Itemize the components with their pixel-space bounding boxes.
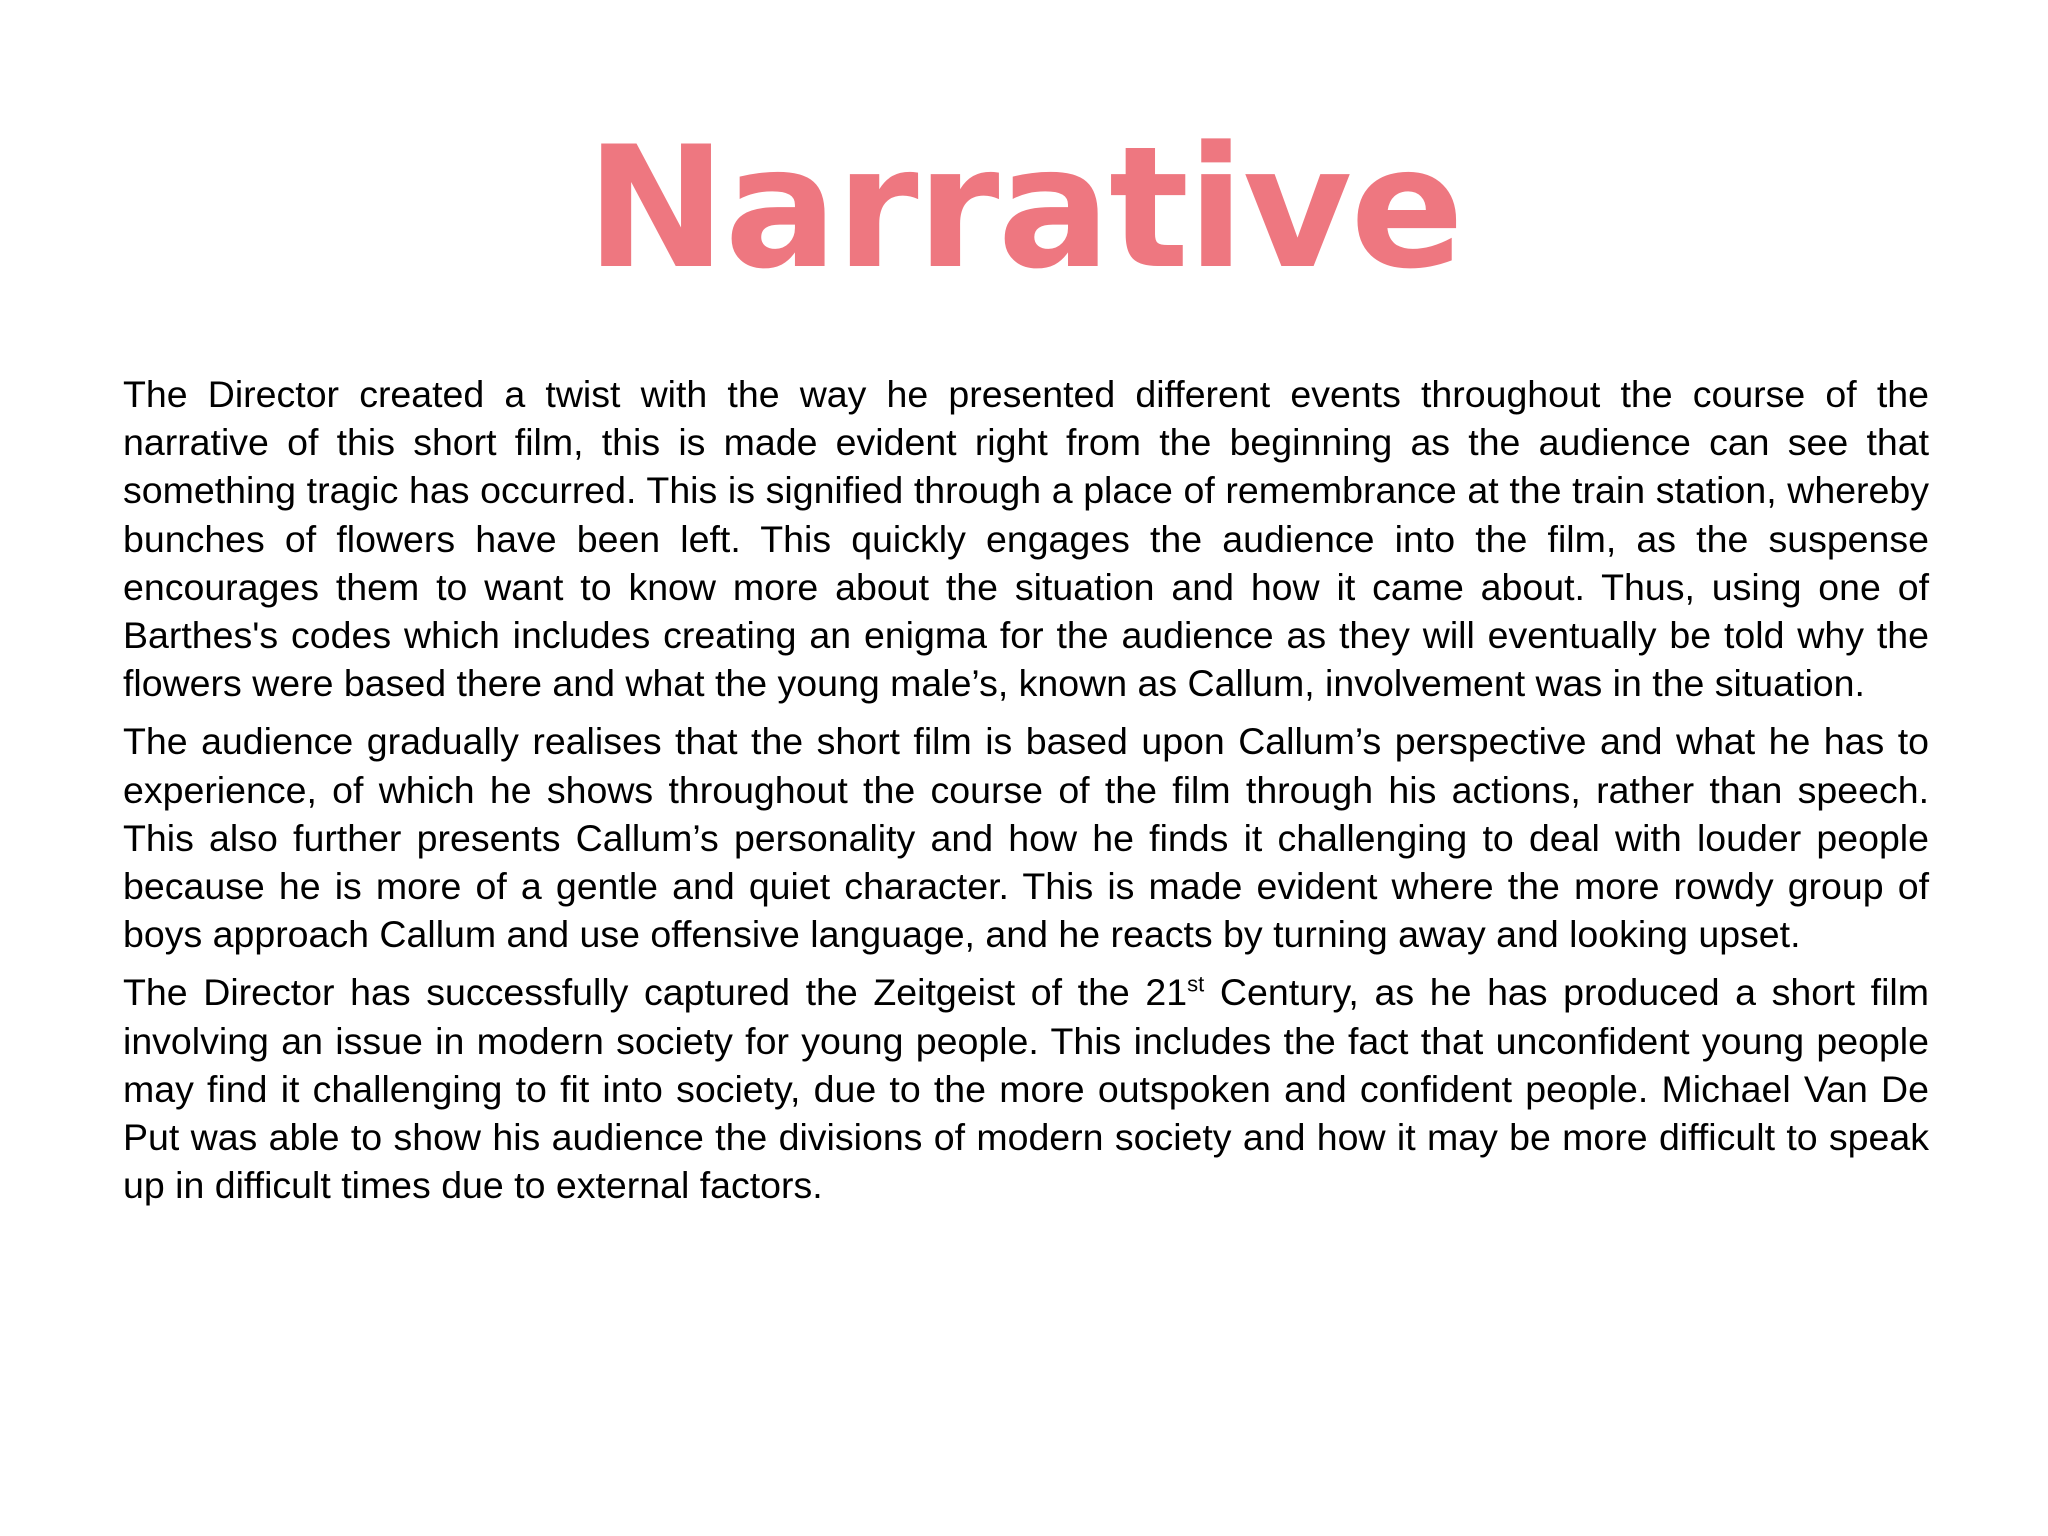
- paragraph-3-start: The Director has successfully captured the Zeitgeist of the 21: [123, 971, 1188, 1014]
- paragraph-3: [123, 968, 1929, 1209]
- slide-title: Narrative: [585, 110, 1463, 306]
- paragraph-3-rest: Century, as he has produced a short film involving an issue in modern society for young people. This includes the fact that unconfident young people may find it challenging to fit into society, due to the more outspoken and confident people. Michael Van De Put was able to show his audience the divisions of modern society and how it may be more difficult to speak up in difficult times due to external factors.: [123, 971, 1929, 1207]
- ordinal-suffix: st: [1187, 971, 1205, 997]
- slide-body: [123, 370, 1929, 1219]
- paragraph-1: The Director created a twist with the way he presented different events throughout the course of the narrative of this short film, this is made evident right from the beginning as the audience can see that something tragic has occurred. This is signified through a place of remembrance at the train station, whereby bunches of flowers have been left. This quickly engages the audience into the film, as the suspense encourages them to want to know more about the situation and how it came about. Thus, using one of Barthes's codes which includes creating an enigma for the audience as they will eventually be told why the flowers were based there and what the young male’s, known as Callum, involvement was in the situation.: [123, 373, 1929, 705]
- paragraph-2: The audience gradually realises that the short film is based upon Callum’s perspective and what he has to experience, of which he shows throughout the course of the film through his actions, rather than speech. This also further presents Callum’s personality and how he finds it challenging to deal with louder people because he is more of a gentle and quiet character. This is made evident where the more rowdy group of boys approach Callum and use offensive language, and he reacts by turning away and looking upset.: [123, 720, 1929, 956]
